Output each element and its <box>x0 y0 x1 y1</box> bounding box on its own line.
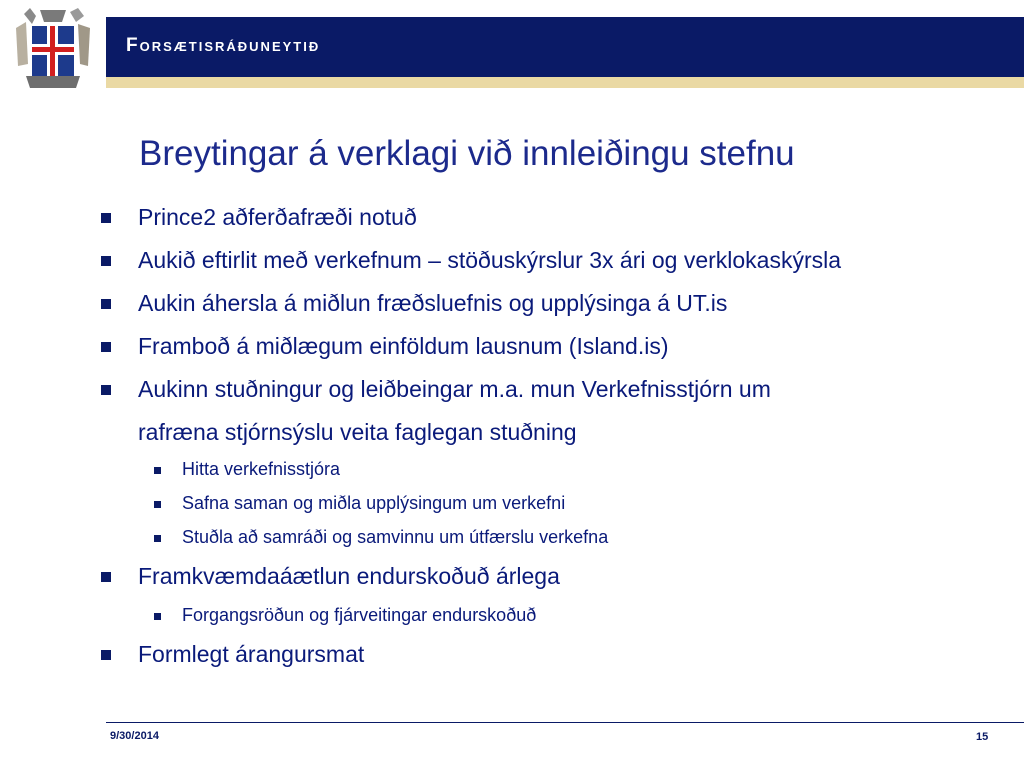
bullet-item: Formlegt árangursmat <box>138 641 365 667</box>
subbullet-marker <box>154 535 161 542</box>
subbullet-marker <box>154 613 161 620</box>
bullet-item: Aukinn stuðningur og leiðbeingar m.a. mun Verkefnisstjórn um <box>138 376 771 402</box>
subbullet-item: Stuðla að samráði og samvinnu um útfærslu verkefna <box>182 527 609 547</box>
header-stripe <box>106 77 1024 88</box>
slide-title: Breytingar á verklagi við innleiðingu stefnu <box>139 134 795 173</box>
bullet-marker <box>101 256 111 266</box>
subbullet-marker <box>154 467 161 474</box>
bullet-item-continuation: rafræna stjórnsýslu veita faglegan stuðning <box>138 419 577 445</box>
footer-date: 9/30/2014 <box>110 730 159 742</box>
subbullet-marker <box>154 501 161 508</box>
subbullet-item: Forgangsröðun og fjárveitingar endurskoðuð <box>182 605 537 625</box>
coat-of-arms-logo <box>10 4 96 92</box>
bullet-marker <box>101 385 111 395</box>
bullet-item: Aukin áhersla á miðlun fræðsluefnis og upplýsinga á UT.is <box>138 290 728 316</box>
subbullet-item: Safna saman og miðla upplýsingum um verkefni <box>182 493 566 513</box>
bullet-marker <box>101 299 111 309</box>
subbullet-item: Hitta verkefnisstjóra <box>182 459 341 479</box>
ministry-name: Forsætisráðuneytið <box>126 35 321 56</box>
bullet-marker <box>101 650 111 660</box>
bullet-item: Prince2 aðferðafræði notuð <box>138 204 417 230</box>
bullet-marker <box>101 213 111 223</box>
footer-divider <box>106 722 1024 723</box>
header-banner <box>106 17 1024 77</box>
bullet-item: Framboð á miðlægum einföldum lausnum (Island.is) <box>138 333 669 359</box>
page-number: 15 <box>976 731 989 743</box>
bullet-marker <box>101 342 111 352</box>
bullet-marker <box>101 572 111 582</box>
bullet-item: Aukið eftirlit með verkefnum – stöðuskýrslur 3x ári og verklokaskýrsla <box>138 247 842 273</box>
bullet-item: Framkvæmdaáætlun endurskoðuð árlega <box>138 563 560 589</box>
